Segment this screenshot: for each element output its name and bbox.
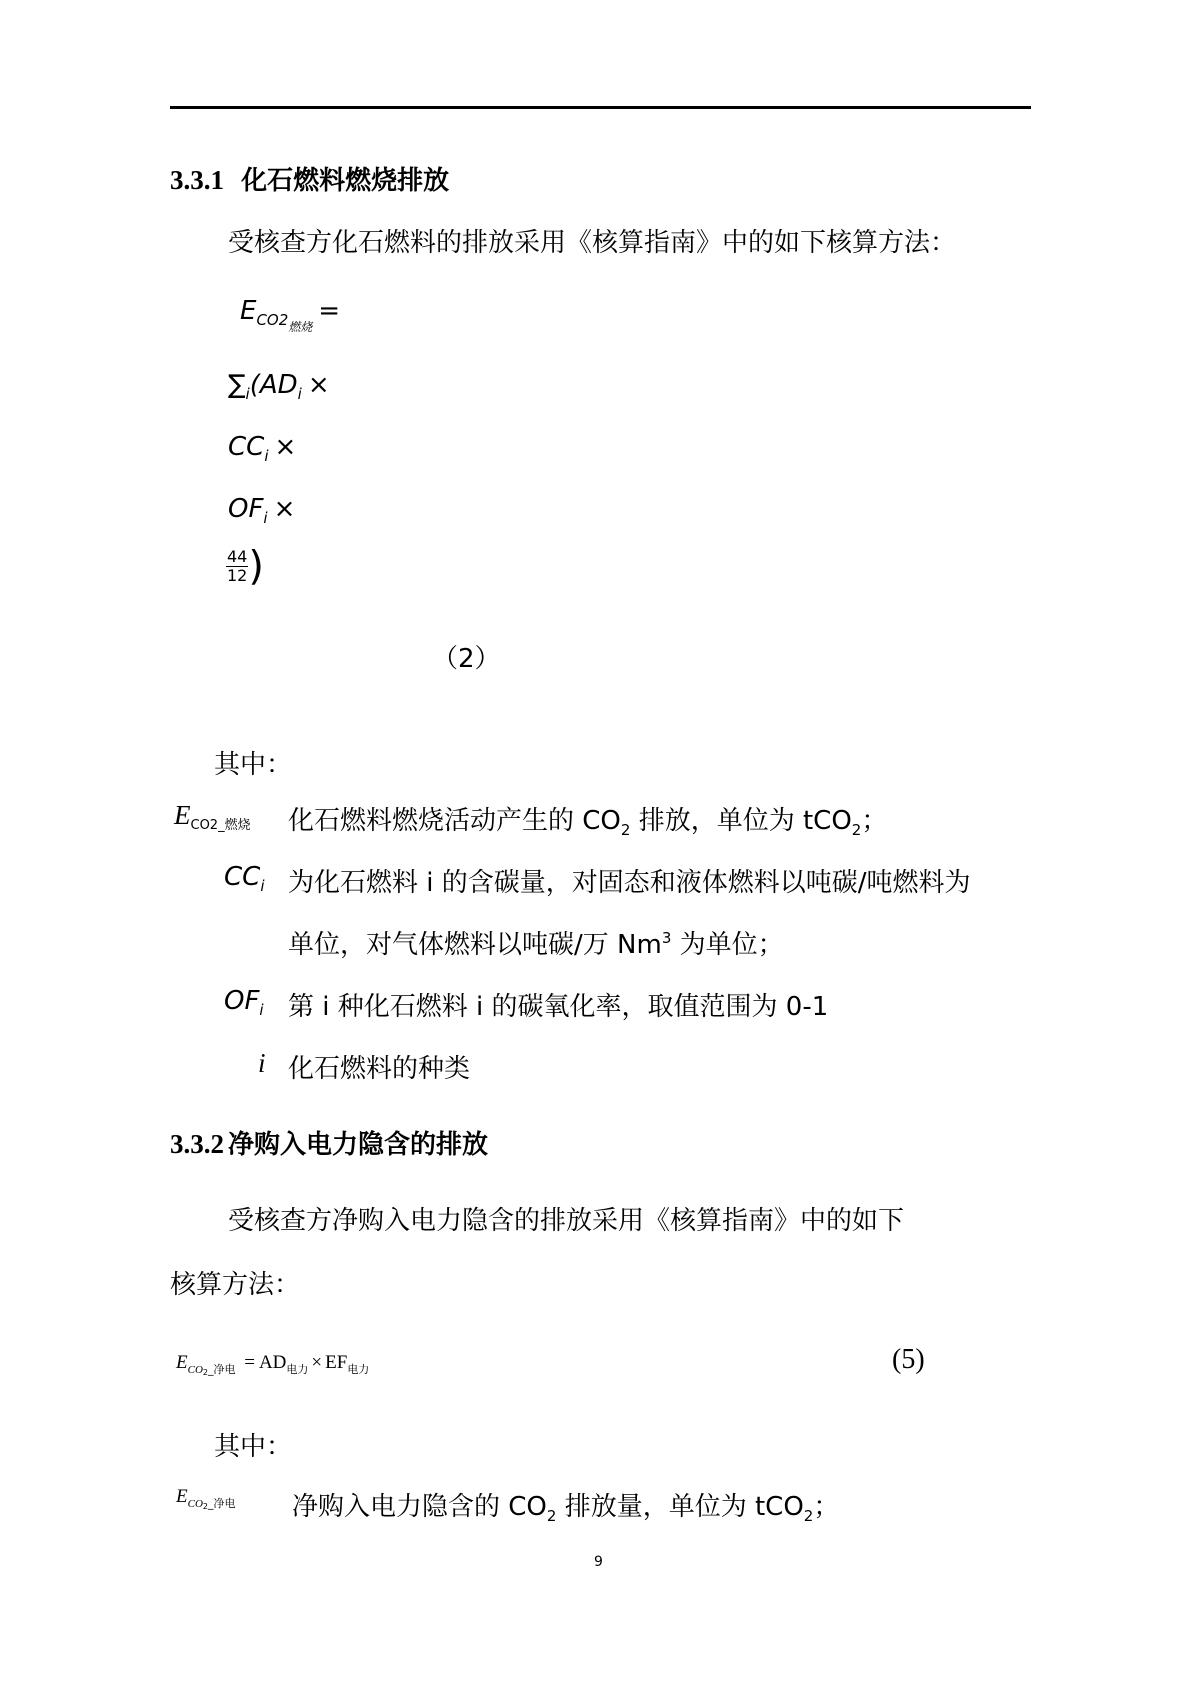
where-label: 其中： xyxy=(214,750,293,780)
formula-cc-sub: i xyxy=(264,447,269,465)
formula-ef-sub: 电力 xyxy=(347,1363,370,1376)
section-heading-332 xyxy=(170,1124,488,1161)
section-title: 净购入电力隐含的排放 xyxy=(228,1130,489,1160)
def-text: 净购入电力隐含的 CO xyxy=(292,1492,547,1522)
def-text-sub: 2 xyxy=(803,1507,814,1525)
formula-of: OF xyxy=(228,494,264,524)
def-symbol-sub: CO xyxy=(187,1498,203,1510)
def-symbol-of xyxy=(224,986,264,1019)
def-symbol: CC xyxy=(224,862,261,892)
def-text: 单位，对气体燃料以吨碳/万 Nm xyxy=(288,930,662,960)
def-text-eco2-combustion xyxy=(288,800,887,839)
formula-of-sub: i xyxy=(263,509,268,527)
section-number: 3.3.1 xyxy=(170,165,224,195)
header-rule xyxy=(170,106,1031,109)
equation-number-2: （2） xyxy=(432,644,501,674)
times-sign: × xyxy=(311,1352,323,1373)
paragraph-intro-332-line1: 受核查方净购入电力隐含的排放采用《核算指南》中的如下 xyxy=(228,1206,905,1236)
formula-symbol: E xyxy=(176,1352,188,1373)
where-label-332: 其中： xyxy=(214,1432,293,1462)
def-symbol-suffix: _净电 xyxy=(207,1497,236,1510)
section-number: 3.3.2 xyxy=(170,1129,224,1159)
def-text-of: 第 i 种化石燃料 i 的碳氧化率，取值范围为 0-1 xyxy=(288,992,829,1022)
def-symbol-cc xyxy=(224,862,264,895)
sum-index: i xyxy=(245,385,250,403)
def-symbol-eco2-combustion xyxy=(174,800,251,833)
section-title: 化石燃料燃烧排放 xyxy=(241,166,450,196)
def-symbol-i: i xyxy=(258,1048,266,1078)
def-text: 化石燃料燃烧活动产生的 CO xyxy=(288,806,621,836)
def-text-sup: 3 xyxy=(661,929,672,947)
formula-line-sum xyxy=(228,370,330,403)
formula-cc: CC xyxy=(228,432,265,462)
def-symbol-eco2-net-electricity xyxy=(176,1486,235,1511)
def-text: ； xyxy=(861,806,888,836)
def-symbol: E xyxy=(176,1486,188,1507)
def-symbol-sub: i xyxy=(260,877,265,895)
formula-ef: EF xyxy=(325,1352,348,1373)
def-text-sub: 2 xyxy=(851,821,862,839)
formula-lhs xyxy=(240,296,340,335)
formula-ad: AD xyxy=(258,1352,287,1373)
formula-fraction-line xyxy=(226,543,264,590)
section-heading-331 xyxy=(170,160,449,197)
def-text: ； xyxy=(813,1492,840,1522)
def-text-sub: 2 xyxy=(546,1507,557,1525)
def-symbol-sub: CO2_燃烧 xyxy=(190,818,251,833)
def-text-eco2-net-electricity xyxy=(292,1486,839,1525)
equals-sign: = xyxy=(244,1352,255,1373)
paragraph-intro-332-line2: 核算方法： xyxy=(170,1270,301,1300)
def-symbol-subsub: 2 xyxy=(202,1502,208,1511)
def-text-sub: 2 xyxy=(620,821,631,839)
times-sign: × xyxy=(274,432,297,462)
def-symbol: OF xyxy=(224,986,260,1016)
def-text-cc-line2 xyxy=(288,924,784,961)
times-sign: × xyxy=(307,370,330,400)
formula-line-of xyxy=(228,494,295,527)
fraction-numerator: 44 xyxy=(227,547,248,566)
formula-ad: (AD xyxy=(249,370,298,400)
fraction-44-12 xyxy=(226,548,248,585)
formula-sub: CO2燃烧 xyxy=(256,311,313,334)
equation-number-5: (5) xyxy=(892,1344,925,1375)
formula-ad-sub: 电力 xyxy=(286,1363,309,1376)
paragraph-intro: 受核查方化石燃料的排放采用《核算指南》中的如下核算方法： xyxy=(228,228,957,258)
formula-sub-suffix: _净电 xyxy=(207,1363,236,1376)
formula-5 xyxy=(176,1352,369,1377)
def-text: 排放量，单位为 tCO xyxy=(556,1492,804,1522)
def-symbol: E xyxy=(174,800,191,830)
page-number: 9 xyxy=(594,1554,603,1570)
def-text-cc-line1: 为化石燃料 i 的含碳量，对固态和液体燃料以吨碳/吨燃料为 xyxy=(288,868,971,898)
formula-symbol: E xyxy=(240,296,257,326)
formula-subsub: 2 xyxy=(202,1368,208,1377)
def-text-i: 化石燃料的种类 xyxy=(288,1054,471,1084)
def-text: 排放，单位为 tCO xyxy=(630,806,852,836)
equals-sign: = xyxy=(318,296,341,326)
formula-line-cc xyxy=(228,432,296,465)
close-paren: ) xyxy=(248,543,264,590)
formula-ad-sub: i xyxy=(297,385,302,403)
sum-symbol: ∑ xyxy=(228,370,246,400)
times-sign: × xyxy=(273,494,296,524)
def-text: 为单位； xyxy=(671,930,784,960)
formula-sub: CO xyxy=(187,1364,203,1376)
def-symbol-sub: i xyxy=(259,1001,264,1019)
fraction-denominator: 12 xyxy=(227,566,248,585)
